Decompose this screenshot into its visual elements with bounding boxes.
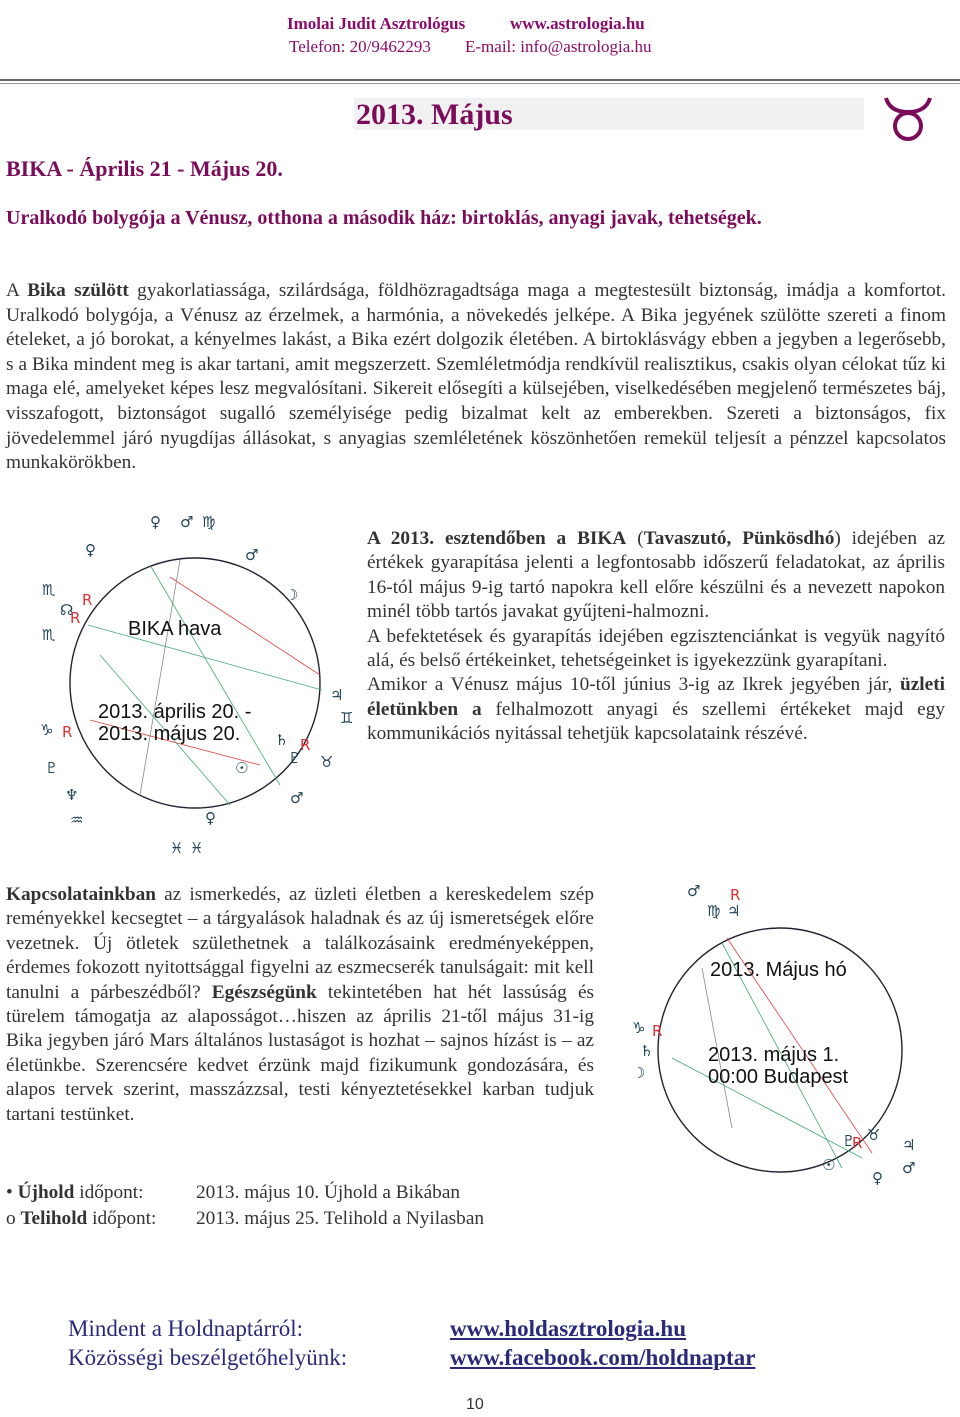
svg-text:☊: ☊: [60, 601, 74, 619]
header-phone: Telefon: 20/9462293: [289, 37, 431, 56]
svg-text:♀: ♀: [85, 541, 96, 559]
svg-text:♃: ♃: [727, 902, 741, 920]
new-moon-bullet: •: [6, 1182, 13, 1203]
footer-link-facebook[interactable]: www.facebook.com/holdnaptar: [450, 1345, 756, 1370]
new-moon-value: 2013. május 10. Újhold a Bikában: [196, 1182, 461, 1203]
month-title: 2013. Május: [356, 98, 513, 131]
svg-text:♏: ♏: [42, 581, 56, 599]
header-author: Imolai Judit Asztrológus: [287, 14, 466, 33]
header-email[interactable]: E-mail: info@astrologia.hu: [465, 37, 652, 56]
sign-title: BIKA - Április 21 - Május 20.: [6, 156, 283, 181]
svg-text:♑: ♑: [40, 721, 54, 739]
chart1-date1: 2013. április 20. -: [98, 701, 252, 723]
svg-text:♍: ♍: [202, 513, 216, 531]
svg-text:☉: ☉: [822, 1156, 836, 1174]
svg-text:♀: ♀: [872, 1169, 883, 1187]
svg-text:☉: ☉: [235, 759, 249, 777]
svg-text:R: R: [82, 591, 93, 609]
bika-hava-chart: [30, 505, 360, 860]
svg-text:R: R: [730, 886, 741, 904]
svg-text:R: R: [300, 736, 311, 754]
svg-text:♀: ♀: [205, 809, 216, 827]
svg-text:♂: ♂: [687, 882, 701, 900]
svg-text:♄: ♄: [275, 731, 289, 749]
chart2-title: 2013. Május hó: [710, 959, 847, 981]
full-moon-value: 2013. május 25. Telihold a Nyilasban: [196, 1208, 485, 1229]
header-divider: [0, 79, 960, 84]
svg-text:♓: ♓: [170, 839, 184, 857]
svg-text:☽: ☽: [632, 1064, 646, 1082]
svg-text:♄: ♄: [640, 1042, 654, 1060]
svg-text:♇: ♇: [842, 1132, 856, 1150]
svg-text:♂: ♂: [180, 513, 194, 531]
svg-text:♊: ♊: [340, 709, 354, 727]
svg-text:♇: ♇: [45, 759, 59, 777]
svg-text:♃: ♃: [330, 686, 344, 704]
taurus-icon: [880, 90, 936, 146]
footer-label-community: Közösségi beszélgetőhelyünk:: [68, 1345, 348, 1370]
header-site-link[interactable]: www.astrologia.hu: [510, 14, 645, 33]
chart2-place: 00:00 Budapest: [708, 1066, 849, 1088]
intro-paragraph: A Bika szülött gyakorlatiassága, szilárdsága, földhözragadtsága maga a megtestesült biztonság, imádja a komfortot. Uralkodó bolygója, a Vénusz az érzelmek, a harmónia, a növekedés jelképe. A Bika jegyének szülötte szereti a finom ételeket, a jó borokat, a kényelmes lakást, a Bika ezért dolgozik életében. A birtoklásvágy ebben a jegyben a legerősebb, s a Bika mindent meg is akar tartani, amit megszerzett. Szemléletmódja rendkívül realisztikus, csakis olyan célokat tűz ki maga elé, amelyeket képes lesz megvalósítani. Sikereit elősegíti a külsejében, viselkedésében megjelenő természetes báj, visszafogott, biztonságot sugalló személyisége pedig bizalmat kelt az emberekben. Szereti a biztonságos, fix jövedelemmel járó nyugdíjas állásokat, s anyagias szemléletének köszönhetően remekül teljesít a pénzzel kapcsolatos munkakörökben.: [6, 280, 946, 474]
svg-text:♂: ♂: [245, 546, 259, 564]
full-moon-bullet: o: [6, 1208, 16, 1229]
chart2-date: 2013. május 1.: [708, 1044, 840, 1066]
right-paragraph: A 2013. esztendőben a BIKA (Tavaszutó, Pünkösdhó) idejében az értékek gyarapítása jelenti a legfontosabb időszerű feladatokat, az április 16-tól május 9-ig tartó napokra kell előre készülni és a nevezett napokon minél több tartós javakat gyűjteni-halmozni. A befektetések és gyarapítás idejében egzisztenciánkat is vegyük nagyító alá, és belső értékeinket, tehetségeinket is igyekezzünk gyarapítani. Amikor a Vénusz május 10-től június 3-ig az Ikrek jegyében jár, üzleti életünkben a felhalmozott anyagi és szellemi értékeket majd egy kommunikációs nyitással tehetjük kapcsolataink részévé.: [367, 528, 946, 745]
left-paragraph: Kapcsolatainkban az ismerkedés, az üzleti életben a kereskedelem szép reményekkel kecsegtet – a tárgyalások haladnak és az új ismeretségek előre vezetnek. Új ötletek születhetnek a találkozásaink eredményeképpen, érdemes fokozott nyitottsággal figyelni az eszmecserék tanulságait: mit kell tanulni a párbeszédből? Egészségünk tekintetében hat hét lassúság és türelem támogatja az alaposságot…hiszen az április 21-től május 31-ig Bika jegyben járó Mars általános lustaságot is hozhat – sajnos hízást is – az életünkbe. Szerencsére kedvet érzünk majd fizikumunk gondozására, és alapos tervek szerint, masszázzsal, testi kényeztetésekkel karban tudjuk tartani testünket.: [6, 884, 595, 1125]
svg-text:♍: ♍: [707, 902, 721, 920]
full-moon-row: o Telihold időpont:: [6, 1208, 157, 1229]
svg-text:R: R: [852, 1134, 863, 1152]
page-number: 10: [466, 1396, 484, 1413]
chart1-title: BIKA hava: [128, 618, 222, 640]
svg-text:R: R: [652, 1022, 663, 1040]
ruler-line: Uralkodó bolygója a Vénusz, otthona a második ház: birtoklás, anyagi javak, tehetségek.: [6, 207, 762, 229]
svg-text:♃: ♃: [902, 1136, 916, 1154]
chart1-date2: 2013. május 20.: [98, 723, 241, 745]
svg-text:R: R: [62, 723, 73, 741]
svg-text:♓: ♓: [190, 839, 204, 857]
svg-text:♉: ♉: [867, 1126, 881, 1144]
svg-text:♒: ♒: [70, 811, 84, 829]
svg-text:♇: ♇: [288, 749, 302, 767]
svg-text:♂: ♂: [290, 789, 304, 807]
svg-text:☽: ☽: [285, 586, 299, 604]
chart1-glyph: ♀: [150, 513, 161, 531]
svg-text:♉: ♉: [320, 753, 334, 771]
new-moon-row: • Újhold időpont:: [6, 1182, 144, 1203]
svg-text:R: R: [70, 609, 81, 627]
footer-link-holdasztrologia[interactable]: www.holdasztrologia.hu: [450, 1316, 687, 1341]
footer-label-holdnaptar: Mindent a Holdnaptárról:: [68, 1316, 304, 1341]
svg-text:♆: ♆: [65, 786, 79, 804]
svg-text:♑: ♑: [632, 1019, 646, 1037]
svg-text:♂: ♂: [902, 1159, 916, 1177]
new-moon-label: Újhold: [17, 1182, 75, 1203]
svg-text:♏: ♏: [42, 626, 56, 644]
majus-ho-chart: [612, 878, 948, 1208]
full-moon-label: Telihold: [20, 1208, 88, 1229]
